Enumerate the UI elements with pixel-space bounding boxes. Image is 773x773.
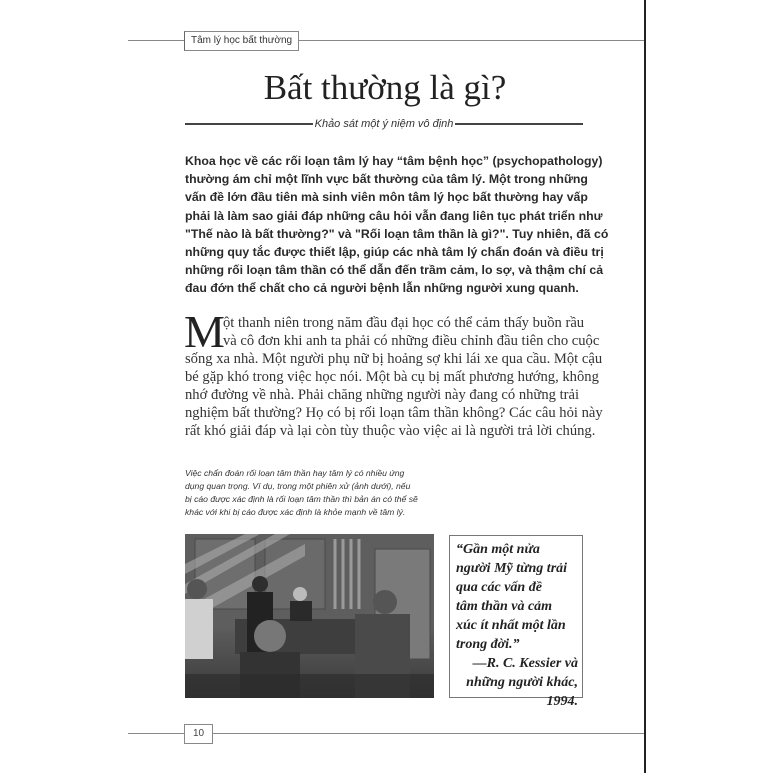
subtitle-row [185, 118, 583, 130]
body-line: sống xa nhà. Một người phụ nữ bị hoảng sợ khi lái xe qua cầu. Một cậu [185, 351, 603, 367]
pull-quote [456, 540, 580, 654]
body-line: nhớ đường về nhà. Phải chăng những người này đang có những trải [185, 387, 580, 403]
intro-line: thường ám chỉ một lĩnh vực bất thường của tâm lý. Một trong những [185, 172, 588, 187]
quote-line: trong đời.” [456, 637, 520, 652]
attribution-line: những người khác, [466, 675, 578, 690]
subtitle: Khảo sát một ý niệm vô định [314, 118, 454, 130]
drop-cap: M [184, 306, 225, 357]
intro-line: đau đớn thể chất cho cả người bệnh lẫn những người xung quanh. [185, 281, 579, 296]
quote-line: “Gần một nửa [456, 542, 540, 557]
page-title: Bất thường là gì? [263, 68, 507, 107]
body-line: và cô đơn khi anh ta phải có những điều chỉnh đầu tiên cho cuộc [223, 333, 600, 349]
intro-line: Khoa học về các rối loạn tâm lý hay “tâm bệnh học” (psychopathology) [185, 154, 603, 168]
quote-line: tâm thần và cảm [456, 599, 553, 614]
intro-line: những rối loạn tâm thần có thể dẫn đến trầm cảm, lo sợ, và thậm chí cả [185, 263, 604, 278]
quote-line: người Mỹ từng trải [456, 561, 568, 576]
caption-line: Việc chẩn đoán rối loạn tâm thần hay tâm lý có nhiều ứng [185, 468, 405, 478]
page-edge [644, 0, 646, 773]
quote-line: qua các vấn đề [456, 580, 542, 595]
quote-line: xúc ít nhất một lần [456, 618, 566, 633]
quote-attribution [456, 654, 578, 711]
photo-caption [185, 467, 445, 519]
attribution-line: 1994. [546, 694, 578, 709]
attribution-line: —R. C. Kessier và [472, 656, 578, 671]
subtitle-rule-right [455, 123, 583, 125]
intro-line: những quy tắc được thiết lập, giúp các nhà tâm lý chẩn đoán và điều trị [185, 245, 604, 260]
running-header: Tâm lý học bất thường [184, 31, 299, 51]
body-paragraph [184, 306, 603, 440]
caption-line: dụng quan trọng. Ví dụ, trong một phiên xử (ảnh dưới), nếu [185, 481, 411, 491]
intro-line: vấn đề lớn đầu tiên mà sinh viên môn tâm lý học bất thường hay vấp [185, 190, 588, 205]
courtroom-photo [185, 534, 434, 698]
subtitle-rule-left [185, 123, 313, 125]
body-line: rất khó giải đáp và lại còn tùy thuộc vào việc ai là người trả lời chúng. [185, 423, 596, 439]
body-line: ột thanh niên trong năm đầu đại học có thể cảm thấy buồn rầu [223, 315, 585, 331]
caption-line: bị cáo được xác định là rối loạn tâm thần thì bản án có thể sẽ [185, 494, 418, 504]
page-number: 10 [184, 724, 213, 744]
intro-line: "Thế nào là bất thường?" và "Rối loạn tâm thần là gì?". Tuy nhiên, đã có [185, 226, 609, 241]
intro-line: phải là làm sao giải đáp những câu hỏi vẫn đang liên tục phát triển như [185, 208, 603, 223]
body-line: nghiệm bất thường? Họ có bị rối loạn tâm thần không? Các câu hỏi này [185, 405, 603, 421]
body-line: bé gặp khó trong việc học nói. Một bà cụ bị mất phương hướng, không [185, 369, 599, 385]
caption-line: khác với khi bị cáo được xác định là khỏe mạnh về tâm lý. [185, 507, 406, 517]
courtroom-illustration [185, 534, 434, 698]
intro-paragraph [185, 152, 609, 298]
